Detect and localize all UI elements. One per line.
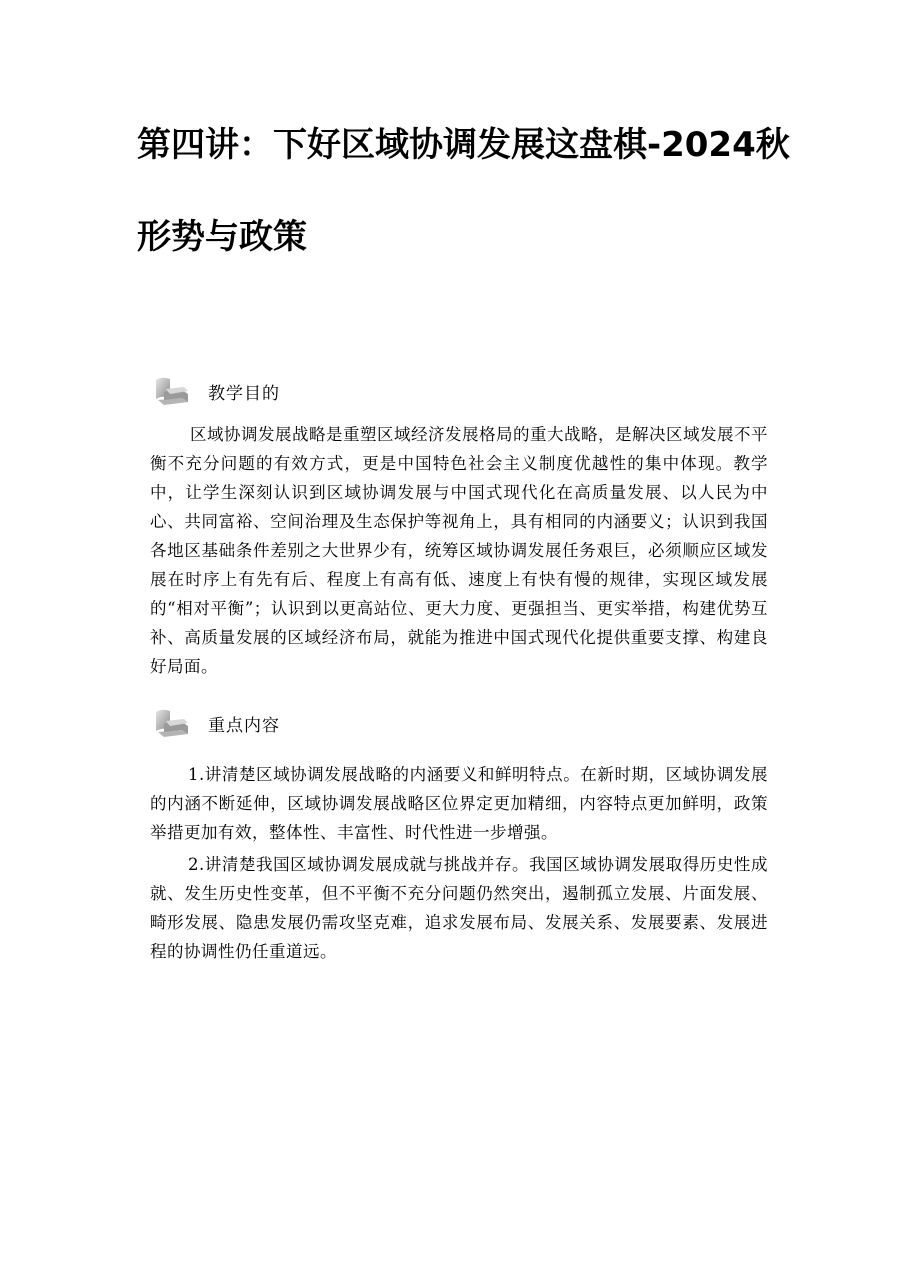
objectives-heading	[152, 374, 280, 408]
key-content-item-2: 2.讲清楚我国区域协调发展成就与挑战并存。我国区域协调发展取得历史性成就、发生历史性变革，但不平衡不充分问题仍然突出，遏制孤立发展、片面发展、畸形发展、隐患发展仍需攻坚克难，追求发展布局、发展关系、发展要素、发展进程的协调性仍任重道远。	[150, 855, 768, 961]
objectives-paragraph: 区域协调发展战略是重塑区域经济发展格局的重大战略，是解决区域发展不平衡不充分问题的有效方式，更是中国特色社会主义制度优越性的集中体现。教学中，让学生深刻认识到区域协调发展与中国式现代化在高质量发展、以人民为中心、共同富裕、空间治理及生态保护等视角上，具有相同的内涵要义；认识到我国各地区基础条件差别之大世界少有，统筹区域协调发展任务艰巨，必须顺应区域发展在时序上有先有后、程度上有高有低、速度上有快有慢的规律，实现区域发展的“相对平衡”；认识到以更高站位、更大力度、更强担当、更实举措，构建优势互补、高质量发展的区域经济布局，就能为推进中国式现代化提供重要支撑、构建良好局面。	[150, 425, 768, 676]
key-content-heading	[152, 706, 280, 740]
book-stack-icon	[152, 374, 192, 408]
objectives-heading-label: 教学目的	[208, 383, 280, 404]
document-title	[137, 125, 797, 257]
title-line-2: 形势与政策	[137, 217, 307, 257]
key-content-heading-label: 重点内容	[208, 715, 280, 736]
title-line-1: 第四讲：下好区域协调发展这盘棋-2024秋	[137, 125, 790, 165]
book-stack-icon	[152, 706, 192, 740]
key-content-item-1: 1.讲清楚区域协调发展战略的内涵要义和鲜明特点。在新时期，区域协调发展的内涵不断延伸，区域协调发展战略区位界定更加精细，内容特点更加鲜明，政策举措更加有效，整体性、丰富性、时代性进一步增强。	[150, 765, 768, 842]
